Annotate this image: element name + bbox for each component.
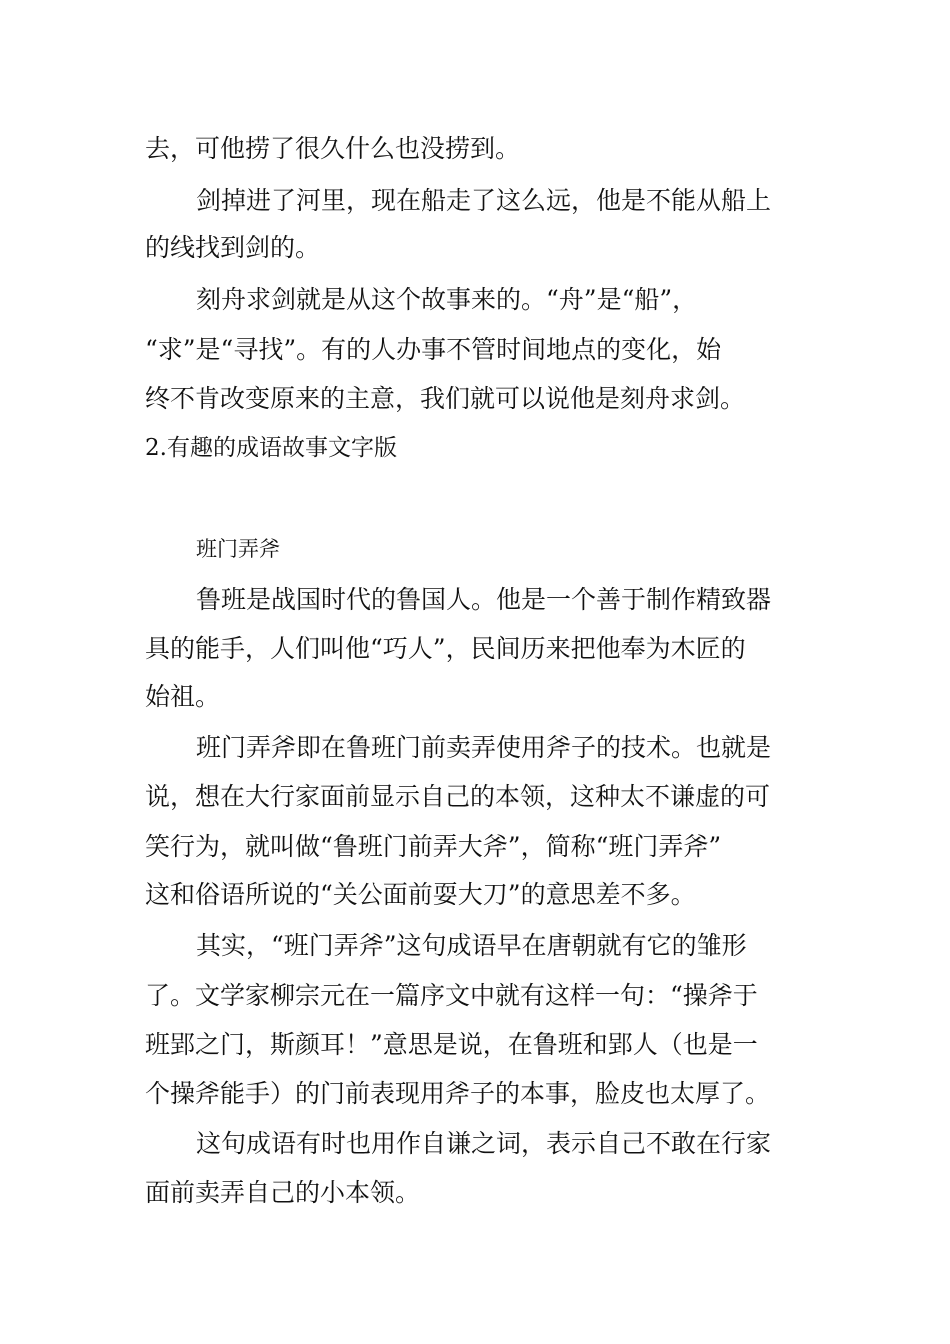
paragraph-line: 班门弄斧即在鲁班门前卖弄使用斧子的技术。也就是 <box>196 733 772 762</box>
section-heading: 2.有趣的成语故事文字版 <box>145 435 397 461</box>
paragraph-line: 始祖。 <box>145 682 221 711</box>
paragraph-line: 笑行为，就叫做“鲁班门前弄大斧”，简称“班门弄斧” <box>145 832 722 861</box>
paragraph-line: 了。文学家柳宗元在一篇序文中就有这样一句：“操斧于 <box>145 981 758 1010</box>
paragraph-line: 刻舟求剑就是从这个故事来的。“舟”是“船”， <box>196 285 698 314</box>
paragraph-line: “求”是“寻找”。有的人办事不管时间地点的变化，始 <box>145 335 722 364</box>
paragraph-line: 面前卖弄自己的小本领。 <box>145 1178 421 1207</box>
paragraph-line: 具的能手，人们叫他“巧人”，民间历来把他奉为木匠的 <box>145 634 746 663</box>
paragraph-line: 去，可他捞了很久什么也没捞到。 <box>145 134 521 163</box>
paragraph-line: 说，想在大行家面前显示自己的本领，这种太不谦虚的可 <box>145 782 771 811</box>
paragraph-line: 鲁班是战国时代的鲁国人。他是一个善于制作精致器 <box>196 585 772 614</box>
paragraph-line: 个操斧能手）的门前表现用斧子的本事，脸皮也太厚了。 <box>145 1079 771 1108</box>
paragraph-line: 班郢之门，斯颜耳！”意思是说，在鲁班和郢人（也是一 <box>145 1030 758 1059</box>
paragraph-line: 其实，“班门弄斧”这句成语早在唐朝就有它的雏形 <box>196 931 747 960</box>
paragraph-line: 这句成语有时也用作自谦之词，表示自己不敢在行家 <box>196 1129 772 1158</box>
paragraph-line: 的线找到剑的。 <box>145 233 321 262</box>
story-title: 班门弄斧 <box>196 537 280 561</box>
paragraph-line: 终不肯改变原来的主意，我们就可以说他是刻舟求剑。 <box>145 384 746 413</box>
paragraph-line: 剑掉进了河里，现在船走了这么远，他是不能从船上 <box>196 186 772 215</box>
paragraph-line: 这和俗语所说的“关公面前耍大刀”的意思差不多。 <box>145 880 696 909</box>
